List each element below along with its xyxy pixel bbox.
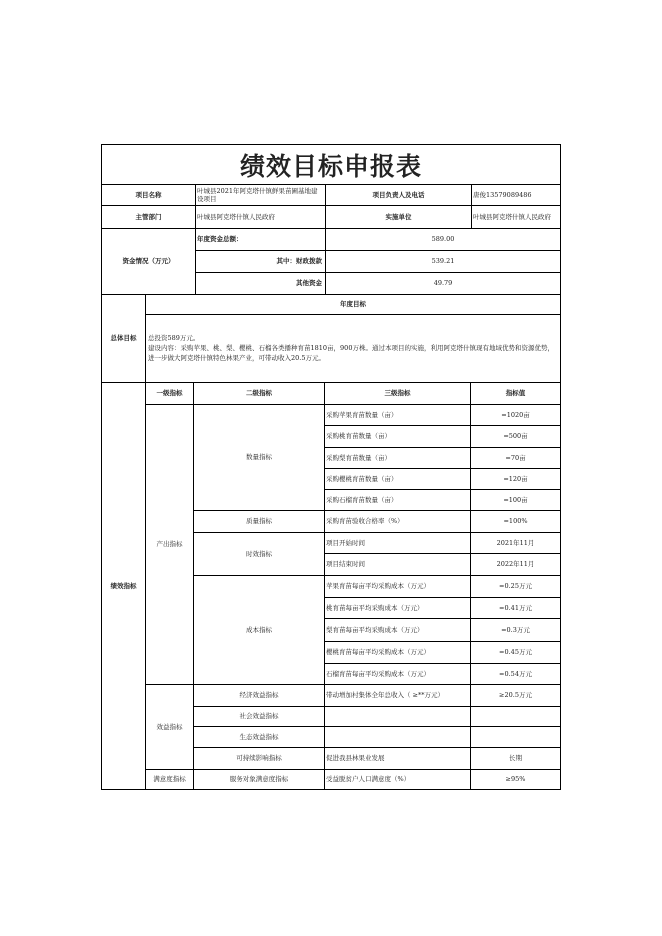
funds-total-value: 589.00: [326, 229, 560, 251]
row-c2-value: =0.41万元: [471, 598, 560, 619]
owner-value: 唐俊13579089486: [472, 184, 560, 206]
row-t2-name: 项目结束时间: [325, 554, 471, 576]
row-q1-value: =1020亩: [471, 405, 560, 426]
perf-h4: 指标值: [471, 383, 560, 405]
row-ql-value: =100%: [471, 511, 560, 533]
row-s1-name: [325, 707, 471, 727]
economic-indicator: 经济效益指标: [194, 685, 325, 707]
funds-other-value: 49.79: [326, 273, 560, 295]
benefit-indicator: 效益指标: [146, 685, 194, 770]
row-c1-value: =0.25万元: [471, 576, 560, 598]
row-c5-value: =0.54万元: [471, 664, 560, 685]
row-su1-value: 长期: [471, 748, 560, 770]
row-c2-name: 桃育苗每亩平均采购成本（万元）: [325, 598, 471, 619]
dept-value: 叶城县阿克塔什镇人民政府: [196, 206, 326, 229]
perf-label: 绩效指标: [102, 383, 146, 789]
dept-label: 主管部门: [102, 206, 196, 229]
annual-goal-line-2: 建设内容：采购苹果、桃、梨、樱桃、石榴各类播种育苗1810亩，900万株。通过本项目的实施，利用阿克塔什镇现有地域优势和资源优势，进一步做大阿克塔什镇特色林果产业，可带动收入20.5万元。: [148, 344, 554, 362]
impl-value: 叶城县阿克塔什镇人民政府: [472, 206, 560, 229]
project-name-label: 项目名称: [102, 184, 196, 206]
row-g1-value: [471, 727, 560, 748]
annual-goal-header: 年度目标: [146, 295, 560, 315]
row-c4-name: 樱桃育苗每亩平均采购成本（万元）: [325, 642, 471, 664]
annual-goal-text: [146, 315, 560, 383]
social-indicator: 社会效益指标: [194, 707, 325, 727]
row-c3-name: 梨育苗每亩平均采购成本（万元）: [325, 619, 471, 642]
row-q2-name: 采购桃育苗数量（亩）: [325, 426, 471, 448]
output-indicator: 产出指标: [146, 405, 194, 685]
row-s1-value: [471, 707, 560, 727]
sustain-indicator: 可持续影响指标: [194, 748, 325, 770]
quality-indicator: 质量指标: [194, 511, 325, 533]
ecological-indicator: 生态效益指标: [194, 727, 325, 748]
row-c4-value: =0.45万元: [471, 642, 560, 664]
row-t1-value: 2021年11月: [471, 533, 560, 554]
row-t2-value: 2022年11月: [471, 554, 560, 576]
row-t1-name: 项目开始时间: [325, 533, 471, 554]
performance-form: [101, 144, 561, 790]
row-q3-value: =70亩: [471, 448, 560, 469]
row-e1-value: ≥20.5万元: [471, 685, 560, 707]
service-satisfaction-indicator: 服务对象满意度指标: [194, 770, 325, 789]
perf-h2: 二级指标: [194, 383, 325, 405]
funds-other-label: 其他资金: [196, 273, 326, 295]
row-ql-name: 采购育苗验收合格率（%）: [325, 511, 471, 533]
row-q5-name: 采购石榴育苗数量（亩）: [325, 490, 471, 511]
row-q2-value: =500亩: [471, 426, 560, 448]
row-sat1-value: ≥95%: [505, 775, 526, 784]
timeliness-indicator: 时效指标: [194, 533, 325, 576]
row-q1-name: 采购苹果育苗数量（亩）: [325, 405, 471, 426]
row-e1-name: 带动增加村集体全年总收入（ ≥**万元）: [325, 685, 471, 707]
owner-label: 项目负责人及电话: [326, 184, 472, 206]
row-sat1-name: 受益脱贫户人口满意度（%）: [325, 770, 471, 789]
row-q3-name: 采购梨育苗数量（亩）: [325, 448, 471, 469]
perf-h1: 一级指标: [146, 383, 194, 405]
row-c3-value: =0.3万元: [471, 619, 560, 642]
impl-label: 实施单位: [326, 206, 472, 229]
row-q4-name: 采购樱桃育苗数量（亩）: [325, 469, 471, 490]
satisfaction-indicator: 满意度指标: [146, 770, 194, 789]
project-name-value: 叶城县2021年阿克塔什镇鲜果苗圃基地建设项目: [196, 184, 326, 206]
row-su1-name: 促进我县林果业发展: [325, 748, 471, 770]
row-c1-name: 苹果育苗每亩平均采购成本（万元）: [325, 576, 471, 598]
row-g1-name: [325, 727, 471, 748]
annual-goal-line-1: 总投资589万元。: [148, 334, 200, 342]
form-title: 绩效目标申报表: [239, 151, 422, 181]
row-q5-value: =100亩: [471, 490, 560, 511]
funds-label: 资金情况（万元）: [102, 229, 196, 295]
overall-goal-label: 总体目标: [102, 295, 146, 383]
row-c5-name: 石榴育苗每亩平均采购成本（万元）: [325, 664, 471, 685]
cost-indicator: 成本指标: [194, 576, 325, 685]
funds-fiscal-label: 其中：财政拨款: [196, 251, 326, 273]
row-q4-value: =120亩: [471, 469, 560, 490]
perf-h3: 三级指标: [325, 383, 471, 405]
quantity-indicator: 数量指标: [194, 405, 325, 511]
funds-fiscal-value: 539.21: [326, 251, 560, 273]
funds-total-label: 年度资金总额：: [196, 229, 326, 251]
